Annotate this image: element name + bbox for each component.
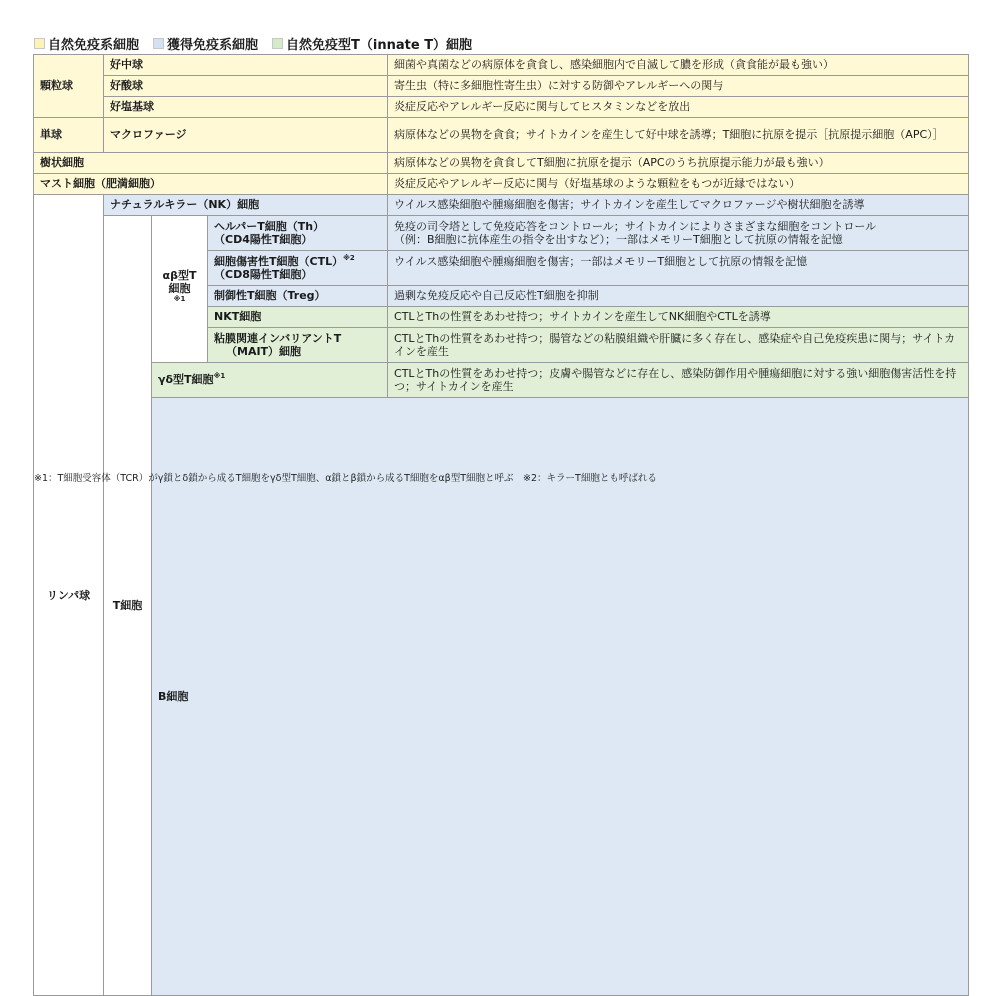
cell-name: 制御性T細胞（Treg） (208, 286, 388, 307)
table-row (34, 97, 969, 118)
cell-name: 好塩基球 (104, 97, 388, 118)
cell-name: B細胞 (152, 398, 969, 996)
legend-innate-t-swatch (272, 38, 283, 49)
table-row (34, 216, 969, 251)
table-row (34, 363, 969, 398)
group-tcell: T細胞 (104, 216, 152, 996)
cell-desc: 炎症反応やアレルギー反応に関与してヒスタミンなどを放出 (388, 97, 969, 118)
cell-desc: ウイルス感染細胞や腫瘍細胞を傷害；一部はメモリーT細胞として抗原の情報を記憶 (388, 251, 969, 286)
cell-name (208, 216, 388, 251)
cell-desc: 病原体などの異物を貪食；サイトカインを産生して好中球を誘導；T細胞に抗原を提示［抗原提示細胞（APC）］ (388, 118, 969, 153)
cell-desc: 炎症反応やアレルギー反応に関与（好塩基球のような顆粒をもつが近縁ではない） (388, 174, 969, 195)
legend-innate-label: 自然免疫系細胞 (48, 38, 140, 53)
table-row (34, 76, 969, 97)
mait-name-1: 粘膜関連インバリアントT (214, 331, 342, 345)
cell-desc (388, 216, 969, 251)
legend-innate (34, 34, 139, 53)
cell-name: ナチュラルキラー（NK）細胞 (104, 195, 388, 216)
group-lymphocyte: リンパ球 (34, 195, 104, 996)
gd-name: γδ型T細胞 (158, 373, 214, 387)
mait-name-2: （MAIT）細胞 (226, 345, 302, 358)
helper-desc-1: 免疫の司令塔として免疫応答をコントロール；サイトカインによりさまざまな細胞をコントロール (394, 219, 877, 233)
cell-name (152, 363, 388, 398)
cell-desc: 寄生虫（特に多細胞性寄生虫）に対する防御やアレルギーへの関与 (388, 76, 969, 97)
legend-innate-t (272, 34, 472, 53)
legend-innate-swatch (34, 38, 45, 49)
ab-tcell-label: αβ型T細胞 (162, 269, 197, 296)
table-row (34, 398, 969, 996)
cell-desc: 過剰な免疫反応や自己反応性T細胞を抑制 (388, 286, 969, 307)
table-row (34, 195, 969, 216)
ab-tcell-mark: ※1 (173, 294, 186, 303)
group-mast: マスト細胞（肥満細胞） (34, 174, 388, 195)
cell-desc: CTLとThの性質をあわせ持つ；皮膚や腸管などに存在し、感染防御作用や腫瘍細胞に対する強い細胞傷害活性を持つ；サイトカインを産生 (388, 363, 969, 398)
cell-desc: CTLとThの性質をあわせ持つ；腸管などの粘膜組織や肝臓に多く存在し、感染症や自己免疫疾患に関与；サイトカインを産生 (388, 328, 969, 363)
group-ab-tcell (152, 216, 208, 363)
group-dendritic: 樹状細胞 (34, 153, 388, 174)
ctl-name-2: （CD8陽性T細胞） (214, 268, 313, 281)
legend-adaptive-swatch (153, 38, 164, 49)
cell-name: 好中球 (104, 55, 388, 76)
group-granulocyte: 顆粒球 (34, 55, 104, 118)
immune-cell-table (33, 54, 969, 996)
cell-desc: CTLとThの性質をあわせ持つ；サイトカインを産生してNK細胞やCTLを誘導 (388, 307, 969, 328)
cell-name (208, 328, 388, 363)
cell-desc: 病原体などの異物を貪食してT細胞に抗原を提示（APCのうち抗原提示能力が最も強い） (388, 153, 969, 174)
legend (34, 34, 486, 53)
cell-name (208, 251, 388, 286)
group-monocyte: 単球 (34, 118, 104, 153)
legend-adaptive-label: 獲得免疫系細胞 (167, 38, 259, 53)
cell-name: マクロファージ (104, 118, 388, 153)
legend-innate-t-label: 自然免疫型T（innate T）細胞 (286, 38, 473, 53)
cell-desc: 細菌や真菌などの病原体を貪食し、感染細胞内で自滅して膿を形成（貪食能が最も強い） (388, 55, 969, 76)
cell-name: NKT細胞 (208, 307, 388, 328)
legend-adaptive (153, 34, 258, 53)
footnote: ※1：T細胞受容体（TCR）がγ鎖とδ鎖から成るT細胞をγδ型T細胞、α鎖とβ鎖から成るT細胞をαβ型T細胞と呼ぶ ※2：キラーT細胞とも呼ばれる (34, 473, 657, 484)
cell-desc: ウイルス感染細胞や腫瘍細胞を傷害；サイトカインを産生してマクロファージや樹状細胞を誘導 (388, 195, 969, 216)
ctl-mark: ※2 (343, 253, 355, 262)
helper-name-1: ヘルパーT細胞（Th） (214, 219, 325, 233)
helper-desc-2: （例：B細胞に抗体産生の指令を出すなど）；一部はメモリーT細胞として抗原の情報を記憶 (394, 233, 843, 246)
ctl-name-1: 細胞傷害性T細胞（CTL） (214, 254, 344, 268)
table-row (34, 153, 969, 174)
cell-name: 好酸球 (104, 76, 388, 97)
table-row (34, 118, 969, 153)
gd-mark: ※1 (213, 372, 226, 381)
table-row (34, 55, 969, 76)
table-row (34, 174, 969, 195)
helper-name-2: （CD4陽性T細胞） (214, 233, 313, 246)
